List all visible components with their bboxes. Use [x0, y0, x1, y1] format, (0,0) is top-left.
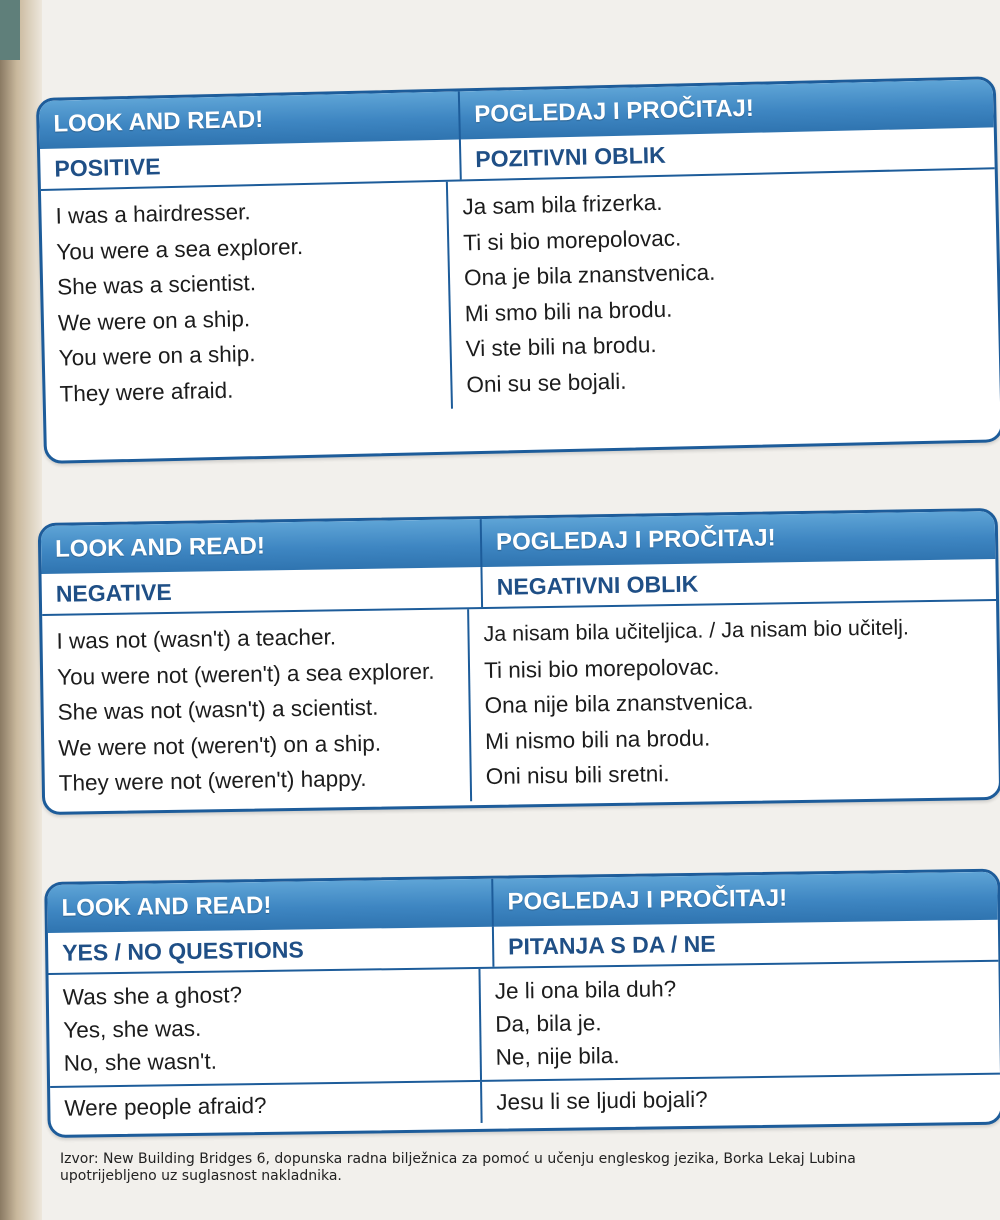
source-caption	[60, 1151, 980, 1185]
header-english: LOOK AND READ!	[41, 519, 483, 574]
english-sentence: Yes, she was.	[63, 1015, 202, 1043]
header-croatian: POGLEDAJ I PROČITAJ!	[474, 94, 755, 129]
croatian-sentence: Ona je bila znanstvenica.	[463, 259, 716, 291]
croatian-sentence: Je li ona bila duh?	[494, 976, 677, 1004]
english-sentence: They were afraid.	[59, 377, 234, 407]
english-column	[41, 182, 453, 418]
croatian-sentence: Da, bila je.	[495, 1010, 602, 1037]
english-sentence: We were on a ship.	[57, 305, 251, 336]
caption-line: upotrijebljeno uz suglasnost nakladnika.	[60, 1168, 342, 1184]
english-column	[50, 1082, 483, 1129]
croatian-sentence: Ona nije bila znanstvenica.	[484, 688, 754, 719]
croatian-sentence: Vi ste bili na brodu.	[465, 332, 657, 362]
croatian-sentence: Mi smo bili na brodu.	[464, 296, 673, 326]
croatian-sentence: Jesu li se ljudi bojali?	[496, 1086, 708, 1115]
table-body	[41, 169, 1000, 418]
subheader-english: POSITIVE	[40, 139, 462, 189]
english-sentence: You were on a ship.	[58, 341, 256, 371]
subheader-croatian: NEGATIVNI OBLIK	[496, 570, 699, 600]
croatian-sentence: Ja nisam bila učiteljica. / Ja nisam bio učitelj.	[483, 615, 910, 647]
croatian-sentence: Mi nismo bili na brodu.	[484, 724, 711, 754]
header-english: LOOK AND READ!	[47, 879, 494, 933]
croatian-sentence: Ja sam bila frizerka.	[462, 189, 663, 220]
english-sentence: No, she wasn't.	[63, 1048, 218, 1076]
header-english: LOOK AND READ!	[39, 91, 461, 149]
croatian-sentence: Ti si bio morepolovac.	[462, 224, 682, 255]
english-sentence: She was not (wasn't) a scientist.	[57, 694, 379, 725]
subheader-croatian: PITANJA S DA / NE	[507, 930, 716, 960]
croatian-column	[469, 601, 999, 801]
english-sentence: You were not (weren't) a sea explorer.	[56, 658, 435, 690]
questions-table	[44, 869, 1000, 1138]
subheader-english: NEGATIVE	[42, 567, 484, 614]
english-column	[49, 969, 483, 1086]
english-sentence: Was she a ghost?	[62, 982, 243, 1010]
subheader-croatian: POZITIVNI OBLIK	[475, 141, 666, 172]
croatian-column	[448, 169, 1000, 408]
english-sentence: I was not (wasn't) a teacher.	[56, 624, 337, 654]
table-body	[49, 962, 1000, 1086]
negative-table	[38, 508, 1000, 815]
english-sentence: I was a hairdresser.	[55, 199, 251, 229]
croatian-sentence: Ti nisi bio morepolovac.	[483, 653, 720, 683]
book-spine-edge	[0, 0, 42, 1220]
english-sentence: We were not (weren't) on a ship.	[58, 730, 382, 761]
subheader-english: YES / NO QUESTIONS	[48, 927, 495, 973]
header-croatian: POGLEDAJ I PROČITAJ!	[495, 524, 776, 556]
croatian-column	[480, 962, 999, 1080]
positive-table	[36, 76, 1000, 464]
croatian-sentence: Ne, nije bila.	[495, 1042, 620, 1070]
croatian-column	[482, 1075, 1000, 1123]
english-column	[42, 609, 472, 807]
caption-line: Izvor: New Building Bridges 6, dopunska radna bilježnica za pomoć u učenju engleskog jezika, Borka Lekaj Lubina	[60, 1151, 856, 1167]
english-sentence: You were a sea explorer.	[56, 233, 304, 265]
english-sentence: They were not (weren't) happy.	[58, 765, 367, 796]
croatian-sentence: Oni nisu bili sretni.	[485, 761, 670, 790]
english-sentence: Were people afraid?	[64, 1092, 267, 1121]
table-body	[42, 601, 999, 807]
header-croatian: POGLEDAJ I PROČITAJ!	[507, 884, 788, 916]
english-sentence: She was a scientist.	[56, 270, 257, 300]
croatian-sentence: Oni su se bojali.	[466, 368, 627, 397]
